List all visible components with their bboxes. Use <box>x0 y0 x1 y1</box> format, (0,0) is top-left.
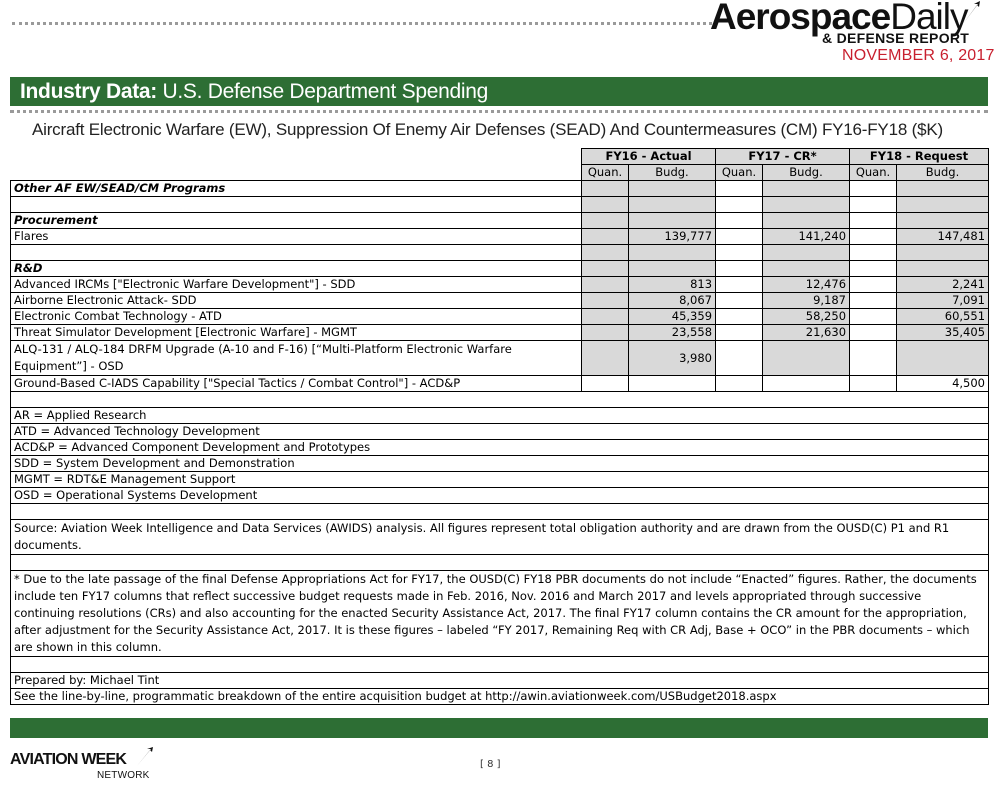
quan-cell <box>582 277 629 293</box>
page-number: [ 8 ] <box>480 759 501 770</box>
table-row <box>11 309 989 325</box>
row-label <box>11 245 582 261</box>
fy17-value: 58,250 <box>763 309 850 325</box>
row-label: ALQ-131 / ALQ-184 DRFM Upgrade (A-10 and F-16) [“Multi-Platform Electronic Warfare Equipment”] - OSD <box>11 341 582 376</box>
quan-cell <box>850 197 897 213</box>
quan-cell <box>582 309 629 325</box>
network-label: NETWORK <box>97 770 150 781</box>
subheader-fy17-quan: Quan. <box>716 165 763 181</box>
note-text: SDD = System Development and Demonstration <box>11 456 989 472</box>
fy18-value <box>897 197 989 213</box>
note-row <box>11 440 989 456</box>
quan-cell <box>850 261 897 277</box>
note-row <box>11 504 989 520</box>
fy16-value: 3,980 <box>629 341 716 376</box>
swoosh-icon <box>135 746 155 768</box>
note-row <box>11 571 989 657</box>
table-row <box>11 213 989 229</box>
fy18-value: 2,241 <box>897 277 989 293</box>
note-row <box>11 657 989 673</box>
quan-cell <box>582 341 629 376</box>
row-label: Threat Simulator Development [Electronic Warfare] - MGMT <box>11 325 582 341</box>
table-row <box>11 229 989 245</box>
quan-cell <box>716 309 763 325</box>
fy16-value: 139,777 <box>629 229 716 245</box>
quan-cell <box>716 213 763 229</box>
quan-cell <box>850 309 897 325</box>
fy18-value <box>897 245 989 261</box>
fy17-value <box>763 245 850 261</box>
corner-cell <box>11 149 582 165</box>
fy16-value <box>629 181 716 197</box>
note-text <box>11 392 989 408</box>
spending-table <box>10 148 989 705</box>
fy18-value <box>897 213 989 229</box>
section-banner <box>10 77 988 106</box>
quan-cell <box>716 245 763 261</box>
quan-cell <box>716 325 763 341</box>
row-label: Other AF EW/SEAD/CM Programs <box>11 181 582 197</box>
row-label: Advanced IRCMs ["Electronic Warfare Development"] - SDD <box>11 277 582 293</box>
note-text: MGMT = RDT&E Management Support <box>11 472 989 488</box>
quan-cell <box>850 376 897 392</box>
fy16-value: 813 <box>629 277 716 293</box>
banner-bold: Industry Data: <box>20 80 157 103</box>
row-label: Electronic Combat Technology - ATD <box>11 309 582 325</box>
brand-bold: Aerospace <box>710 0 891 37</box>
header-fy18: FY18 - Request <box>850 149 989 165</box>
quan-cell <box>582 181 629 197</box>
note-row <box>11 520 989 555</box>
cr-footnote: * Due to the late passage of the final Defense Appropriations Act for FY17, the OUSD(C) FY18 PBR documents do not include “Enacted” figures. Rather, the documents include ten FY17 columns that reflect successive budget requests made in Feb. 2016, Nov. 2016 and March 2017 and levels appropriated through successive continuing resolutions (CRs) and also accounting for the enacted Security Assistance Act, 2017. The final FY17 column contains the CR amount for the appropriation, after adjustment for the Security Assistance Act, 2017. It is these figures – labeled “FY 2017, Remaining Req with CR Adj, Base + OCO” in the PBR documents – which are shown in this column. <box>11 571 989 657</box>
fy17-value <box>763 261 850 277</box>
note-text <box>11 504 989 520</box>
quan-cell <box>716 376 763 392</box>
fy18-value <box>897 181 989 197</box>
fy17-value: 9,187 <box>763 293 850 309</box>
quan-cell <box>716 341 763 376</box>
subheader-fy16-quan: Quan. <box>582 165 629 181</box>
header-fy17: FY17 - CR* <box>716 149 850 165</box>
prepared-by: Prepared by: Michael Tint <box>11 673 989 689</box>
note-text: AR = Applied Research <box>11 408 989 424</box>
table-row <box>11 376 989 392</box>
quan-cell <box>716 277 763 293</box>
fy16-value: 45,359 <box>629 309 716 325</box>
row-label: Airborne Electronic Attack- SDD <box>11 293 582 309</box>
row-label <box>11 197 582 213</box>
note-row <box>11 456 989 472</box>
quan-cell <box>716 293 763 309</box>
fy17-value <box>763 197 850 213</box>
quan-cell <box>850 325 897 341</box>
subheader-fy18-budg: Budg. <box>897 165 989 181</box>
fy16-value <box>629 213 716 229</box>
fy18-value: 35,405 <box>897 325 989 341</box>
quan-cell <box>850 293 897 309</box>
fy17-value: 141,240 <box>763 229 850 245</box>
note-text: ACD&P = Advanced Component Development and Prototypes <box>11 440 989 456</box>
fy16-value <box>629 376 716 392</box>
fy17-value <box>763 181 850 197</box>
note-row <box>11 392 989 408</box>
note-text <box>11 555 989 571</box>
table-row <box>11 261 989 277</box>
brand-light: Daily <box>890 0 968 37</box>
note-row <box>11 472 989 488</box>
quan-cell <box>850 213 897 229</box>
note-text <box>11 657 989 673</box>
quan-cell <box>582 229 629 245</box>
fy17-value <box>763 341 850 376</box>
table-row <box>11 277 989 293</box>
note-row <box>11 673 989 689</box>
quan-cell <box>716 261 763 277</box>
quan-cell <box>850 245 897 261</box>
fy18-value: 7,091 <box>897 293 989 309</box>
fy16-value <box>629 197 716 213</box>
table-title: Aircraft Electronic Warfare (EW), Suppression Of Enemy Air Defenses (SEAD) And Countermeasures (CM) FY16-FY18 ($K) <box>32 120 943 139</box>
quan-cell <box>716 229 763 245</box>
quan-cell <box>850 229 897 245</box>
subheader-fy17-budg: Budg. <box>763 165 850 181</box>
note-row <box>11 689 989 705</box>
note-text: OSD = Operational Systems Development <box>11 488 989 504</box>
table-row <box>11 245 989 261</box>
fy16-value: 8,067 <box>629 293 716 309</box>
banner-text: U.S. Defense Department Spending <box>157 80 488 103</box>
fy18-value: 60,551 <box>897 309 989 325</box>
year-header-row <box>11 149 989 165</box>
quan-cell <box>850 341 897 376</box>
swoosh-icon <box>960 0 982 26</box>
note-row <box>11 488 989 504</box>
fy17-value: 12,476 <box>763 277 850 293</box>
table-row <box>11 197 989 213</box>
quan-cell <box>582 197 629 213</box>
quan-cell <box>850 277 897 293</box>
aviation-week-logo: AVIATION WEEK <box>10 751 127 768</box>
sub-header-row <box>11 165 989 181</box>
fy17-value <box>763 376 850 392</box>
fy18-value <box>897 261 989 277</box>
sub-brand: & DEFENSE REPORT <box>822 30 970 46</box>
fy17-value <box>763 213 850 229</box>
subheader-fy18-quan: Quan. <box>850 165 897 181</box>
fy18-value <box>897 341 989 376</box>
row-label: Ground-Based C-IADS Capability ["Special Tactics / Combat Control"] - ACD&P <box>11 376 582 392</box>
note-row <box>11 408 989 424</box>
corner-cell <box>11 165 582 181</box>
header-fy16: FY16 - Actual <box>582 149 716 165</box>
header-dotted-rule <box>12 22 712 25</box>
subheader-fy16-budg: Budg. <box>629 165 716 181</box>
quan-cell <box>716 181 763 197</box>
row-label: R&D <box>11 261 582 277</box>
note-row <box>11 555 989 571</box>
note-row <box>11 424 989 440</box>
fy16-value: 23,558 <box>629 325 716 341</box>
table-row <box>11 181 989 197</box>
fy16-value <box>629 245 716 261</box>
note-text: ATD = Advanced Technology Development <box>11 424 989 440</box>
quan-cell <box>582 213 629 229</box>
quan-cell <box>582 325 629 341</box>
table-row <box>11 341 989 376</box>
fy18-value: 4,500 <box>897 376 989 392</box>
quan-cell <box>716 197 763 213</box>
table-row <box>11 325 989 341</box>
row-label: Procurement <box>11 213 582 229</box>
issue-date: NOVEMBER 6, 2017 <box>842 47 995 64</box>
quan-cell <box>582 293 629 309</box>
quan-cell <box>582 261 629 277</box>
quan-cell <box>850 181 897 197</box>
quan-cell <box>582 245 629 261</box>
footer-bar <box>10 718 988 738</box>
fy17-value: 21,630 <box>763 325 850 341</box>
row-label: Flares <box>11 229 582 245</box>
source-note: Source: Aviation Week Intelligence and Data Services (AWIDS) analysis. All figures represent total obligation authority and are drawn from the OUSD(C) P1 and R1 documents. <box>11 520 989 555</box>
table-row <box>11 293 989 309</box>
fy16-value <box>629 261 716 277</box>
budget-link-note: See the line-by-line, programmatic breakdown of the entire acquisition budget at http://awin.aviationweek.com/USBudget2018.aspx <box>11 689 989 705</box>
banner-dotted-rule <box>10 110 988 113</box>
quan-cell <box>582 376 629 392</box>
fy18-value: 147,481 <box>897 229 989 245</box>
